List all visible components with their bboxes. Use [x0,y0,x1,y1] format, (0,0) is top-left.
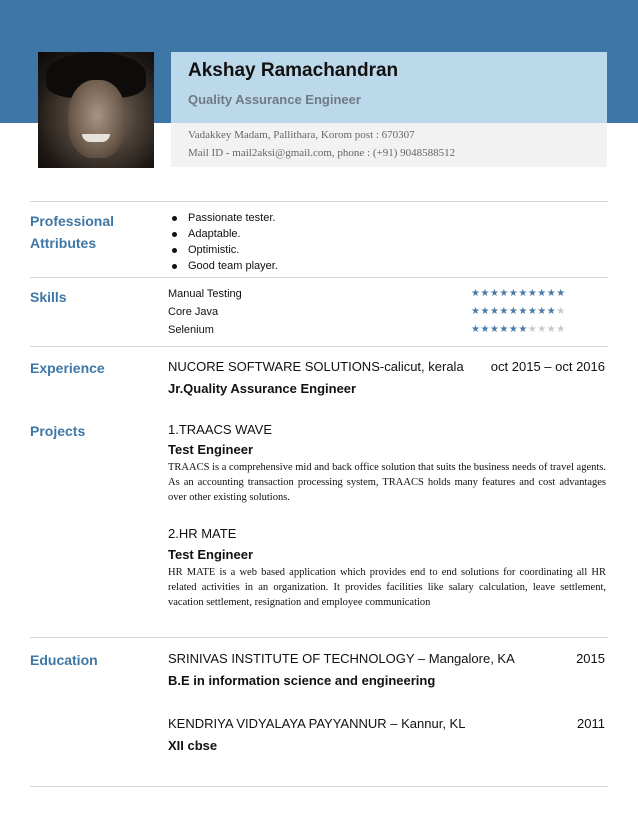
contact-line: Mail ID - mail2aksi@gmail.com, phone : (+91) 9048588512 [188,147,456,159]
list-item: Optimistic. [172,242,278,258]
skill-rating-stars [471,288,566,299]
divider [30,201,608,202]
star-filled-icon: ★ [518,306,528,317]
star-filled-icon: ★ [546,288,557,299]
project-name: 1.TRAACS WAVE [168,422,273,437]
star-filled-icon: ★ [546,306,557,317]
star-filled-icon: ★ [489,306,500,317]
star-filled-icon: ★ [480,288,490,299]
project-description: TRAACS is a comprehensive mid and back office solution that suits the business needs of travel agents. As an accounting transaction processing system, TRAACS holds many features and cost advantages over other existing solutions. [168,462,606,503]
star-empty-icon: ★ [556,324,566,335]
star-empty-icon: ★ [546,324,557,335]
experience-company: NUCORE SOFTWARE SOLUTIONS-calicut, kerala [168,359,464,374]
star-filled-icon: ★ [489,288,500,299]
skill-name: Selenium [168,324,214,336]
profile-photo [38,52,154,168]
divider [30,786,608,787]
star-filled-icon: ★ [518,324,528,335]
star-filled-icon: ★ [499,288,509,299]
star-filled-icon: ★ [508,288,519,299]
experience-period: oct 2015 – oct 2016 [490,359,605,374]
divider [30,346,608,347]
skill-rating-stars [471,306,566,317]
skill-rating-stars [471,324,566,335]
star-empty-icon: ★ [537,324,547,335]
star-filled-icon: ★ [471,306,481,317]
star-filled-icon: ★ [508,324,519,335]
education-year: 2015 [576,651,605,666]
star-filled-icon: ★ [471,288,481,299]
skill-name: Manual Testing [168,288,242,300]
star-filled-icon: ★ [480,306,490,317]
star-filled-icon: ★ [518,288,528,299]
section-label-projects: Projects [30,423,86,439]
list-item: Good team player. [172,258,278,274]
section-label-attributes: Professional Attributes [30,213,115,251]
education-degree: XII cbse [168,738,218,753]
address-line: Vadakkey Madam, Pallithara, Korom post : 670307 [188,129,415,141]
star-filled-icon: ★ [471,324,481,335]
project-description: HR MATE is a web based application which provides end to end solutions for coordinating all HR related activities in an organization. It provides facilities like salary calculation, leave settlement, vacation settlement, resignation and employee communication [168,567,606,608]
education-year: 2011 [577,716,605,731]
star-filled-icon: ★ [499,324,509,335]
star-filled-icon: ★ [508,306,519,317]
star-filled-icon: ★ [537,288,547,299]
candidate-role: Quality Assurance Engineer [188,92,361,107]
education-institution: KENDRIYA VIDYALAYA PAYYANNUR – Kannur, KL [168,716,466,731]
divider [30,277,608,278]
star-filled-icon: ★ [556,288,566,299]
education-degree: B.E in information science and engineering [168,673,436,688]
skill-name: Core Java [168,306,219,318]
candidate-name: Akshay Ramachandran [188,60,399,81]
section-label-education: Education [30,652,98,668]
star-filled-icon: ★ [489,324,500,335]
star-empty-icon: ★ [556,306,566,317]
section-label-experience: Experience [30,360,105,376]
education-institution: SRINIVAS INSTITUTE OF TECHNOLOGY – Mangalore, KA [168,651,515,666]
experience-title: Jr.Quality Assurance Engineer [168,381,357,396]
star-filled-icon: ★ [480,324,490,335]
star-filled-icon: ★ [527,288,538,299]
project-name: 2.HR MATE [168,526,237,541]
divider [30,637,608,638]
star-empty-icon: ★ [527,324,538,335]
attributes-list [172,210,278,274]
star-filled-icon: ★ [527,306,538,317]
list-item: Passionate tester. [172,210,278,226]
list-item: Adaptable. [172,226,278,242]
section-label-skills: Skills [30,289,67,305]
star-filled-icon: ★ [499,306,509,317]
project-role: Test Engineer [168,442,254,457]
project-role: Test Engineer [168,547,254,562]
star-filled-icon: ★ [537,306,547,317]
